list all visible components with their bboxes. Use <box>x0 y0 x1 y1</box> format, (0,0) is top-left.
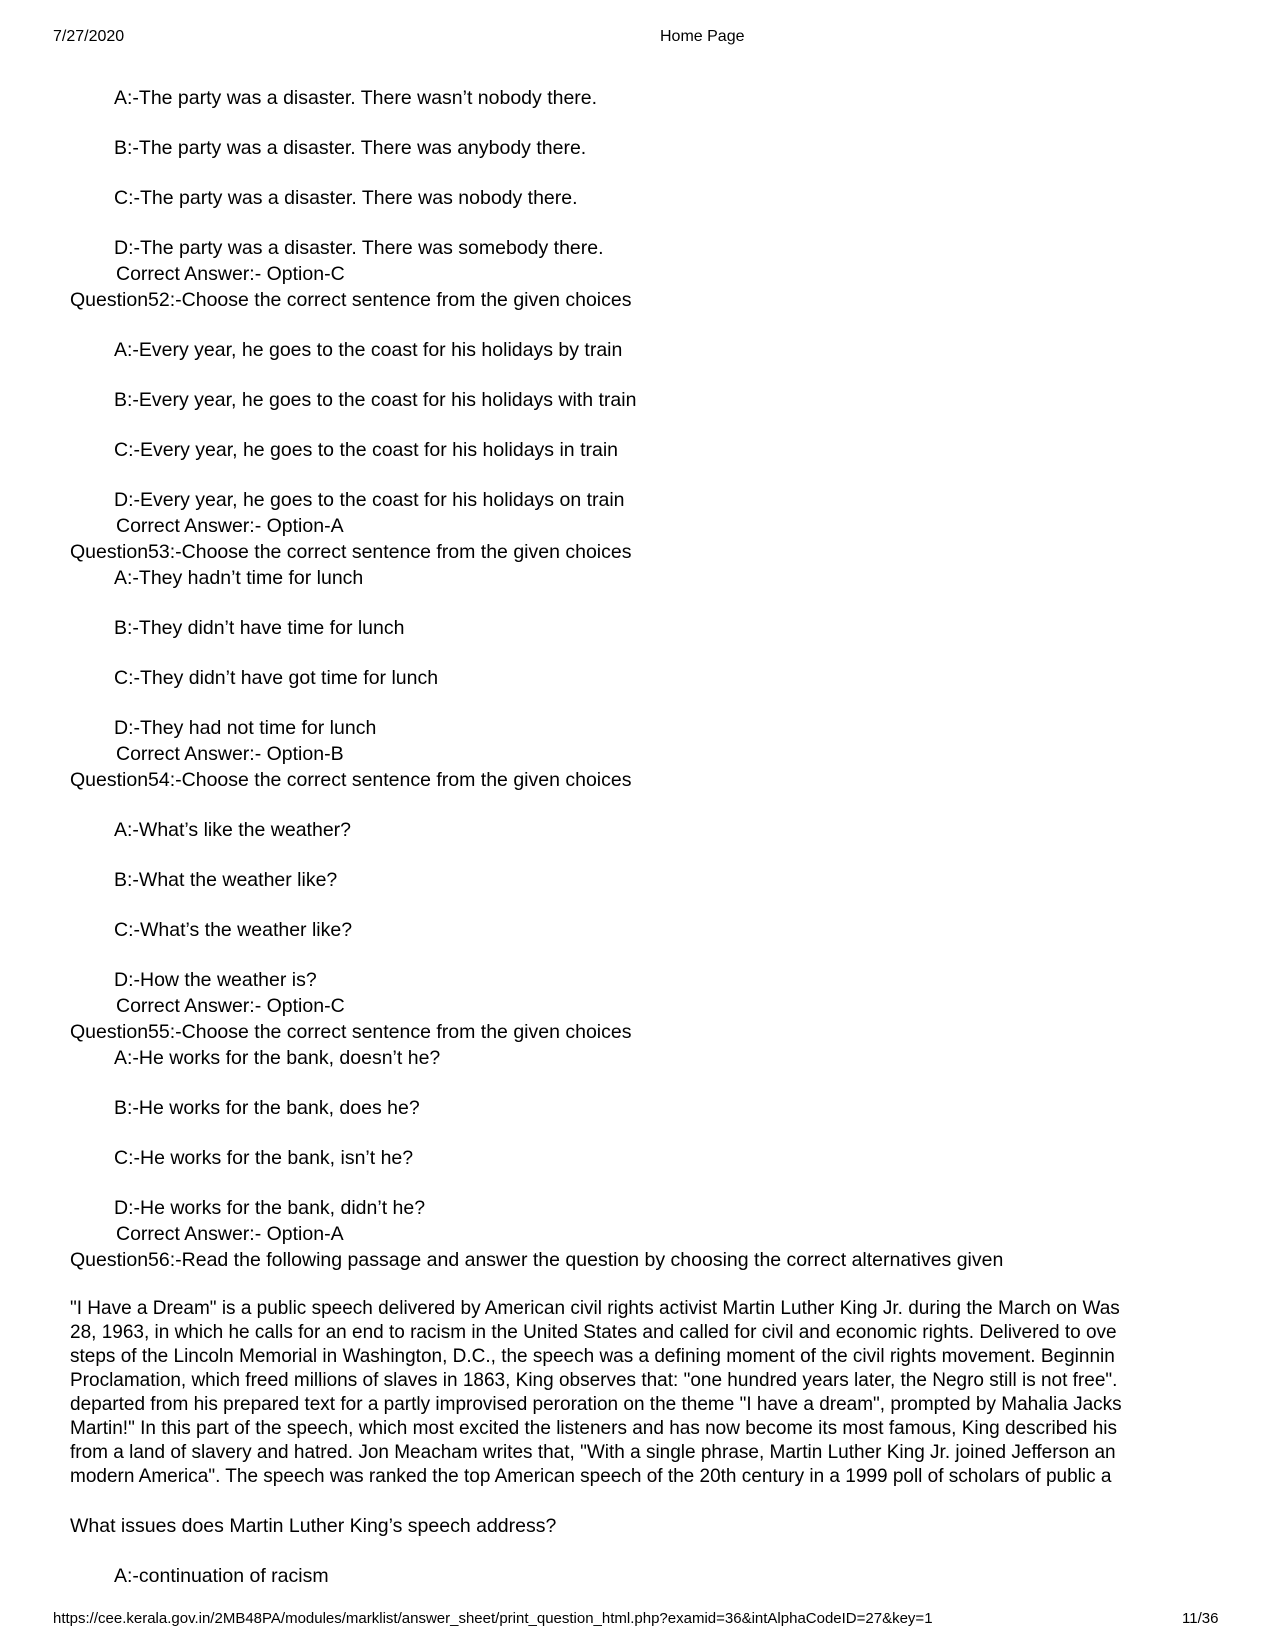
passage-line: modern America". The speech was ranked the top American speech of the 20th century in a 1999 poll of scholars of public a <box>70 1466 1112 1487</box>
q54-option-c: C:-What’s the weather like? <box>114 919 353 941</box>
q52-option-c: C:-Every year, he goes to the coast for his holidays in train <box>114 439 619 461</box>
q53-option-d: D:-They had not time for lunch <box>114 717 377 739</box>
passage-line: departed from his prepared text for a partly improvised peroration on the theme "I have a dream", prompted by Mahalia Jacks <box>70 1394 1122 1415</box>
q54-option-b: B:-What the weather like? <box>114 869 338 891</box>
q53-option-c: C:-They didn’t have got time for lunch <box>114 667 439 689</box>
q54-option-a: A:-What’s like the weather? <box>114 819 351 841</box>
q52-option-d: D:-Every year, he goes to the coast for his holidays on train <box>114 489 625 511</box>
q54-option-d: D:-How the weather is? <box>114 969 317 991</box>
passage-line: 28, 1963, in which he calls for an end to racism in the United States and called for civil and economic rights. Delivered to ove <box>70 1322 1117 1343</box>
q53-option-a: A:-They hadn’t time for lunch <box>114 567 364 589</box>
q51-correct-answer: Correct Answer:- Option-C <box>116 263 345 285</box>
q56-question: Question56:-Read the following passage and answer the question by choosing the correct alternatives given <box>70 1249 1004 1271</box>
q52-option-a: A:-Every year, he goes to the coast for his holidays by train <box>114 339 623 361</box>
page-title: Home Page <box>660 28 745 45</box>
footer-url: https://cee.kerala.gov.in/2MB48PA/modules/marklist/answer_sheet/print_question_html.php?examid=36&intAlphaCodeID=27&key=1 <box>53 1610 933 1627</box>
q56-passage <box>70 1297 1218 1489</box>
q55-option-c: C:-He works for the bank, isn’t he? <box>114 1147 414 1169</box>
q51-option-a: A:-The party was a disaster. There wasn’t nobody there. <box>114 87 598 109</box>
question-list <box>70 85 1218 1589</box>
print-date: 7/27/2020 <box>53 28 125 45</box>
q51-option-c: C:-The party was a disaster. There was nobody there. <box>114 187 578 209</box>
q56-prompt: What issues does Martin Luther King’s speech address? <box>70 1515 557 1537</box>
q52-option-b: B:-Every year, he goes to the coast for his holidays with train <box>114 389 637 411</box>
passage-line: Proclamation, which freed millions of slaves in 1863, King observes that: "one hundred years later, the Negro still is not free". <box>70 1370 1118 1391</box>
passage-line: from a land of slavery and hatred. Jon Meacham writes that, "With a single phrase, Martin Luther King Jr. joined Jefferson an <box>70 1442 1116 1463</box>
page-number: 11/36 <box>1182 1610 1219 1627</box>
q51-option-d: D:-The party was a disaster. There was somebody there. <box>114 237 604 259</box>
q55-question: Question55:-Choose the correct sentence from the given choices <box>70 1021 632 1043</box>
q53-correct-answer: Correct Answer:- Option-B <box>116 743 344 765</box>
q52-correct-answer: Correct Answer:- Option-A <box>116 515 344 537</box>
q55-option-b: B:-He works for the bank, does he? <box>114 1097 420 1119</box>
q54-correct-answer: Correct Answer:- Option-C <box>116 995 345 1017</box>
q53-question: Question53:-Choose the correct sentence from the given choices <box>70 541 632 563</box>
q55-option-a: A:-He works for the bank, doesn’t he? <box>114 1047 441 1069</box>
q56-option-a: A:-continuation of racism <box>114 1565 329 1587</box>
passage-line: steps of the Lincoln Memorial in Washington, D.C., the speech was a defining moment of the civil rights movement. Beginnin <box>70 1346 1115 1367</box>
passage-line: Martin!" In this part of the speech, which most excited the listeners and has now become its most famous, King described his <box>70 1418 1117 1439</box>
q52-question: Question52:-Choose the correct sentence from the given choices <box>70 289 632 311</box>
q54-question: Question54:-Choose the correct sentence from the given choices <box>70 769 632 791</box>
passage-line: "I Have a Dream" is a public speech delivered by American civil rights activist Martin Luther King Jr. during the March on Was <box>70 1298 1120 1319</box>
q55-correct-answer: Correct Answer:- Option-A <box>116 1223 344 1245</box>
q55-option-d: D:-He works for the bank, didn’t he? <box>114 1197 426 1219</box>
q53-option-b: B:-They didn’t have time for lunch <box>114 617 405 639</box>
q51-option-b: B:-The party was a disaster. There was anybody there. <box>114 137 587 159</box>
